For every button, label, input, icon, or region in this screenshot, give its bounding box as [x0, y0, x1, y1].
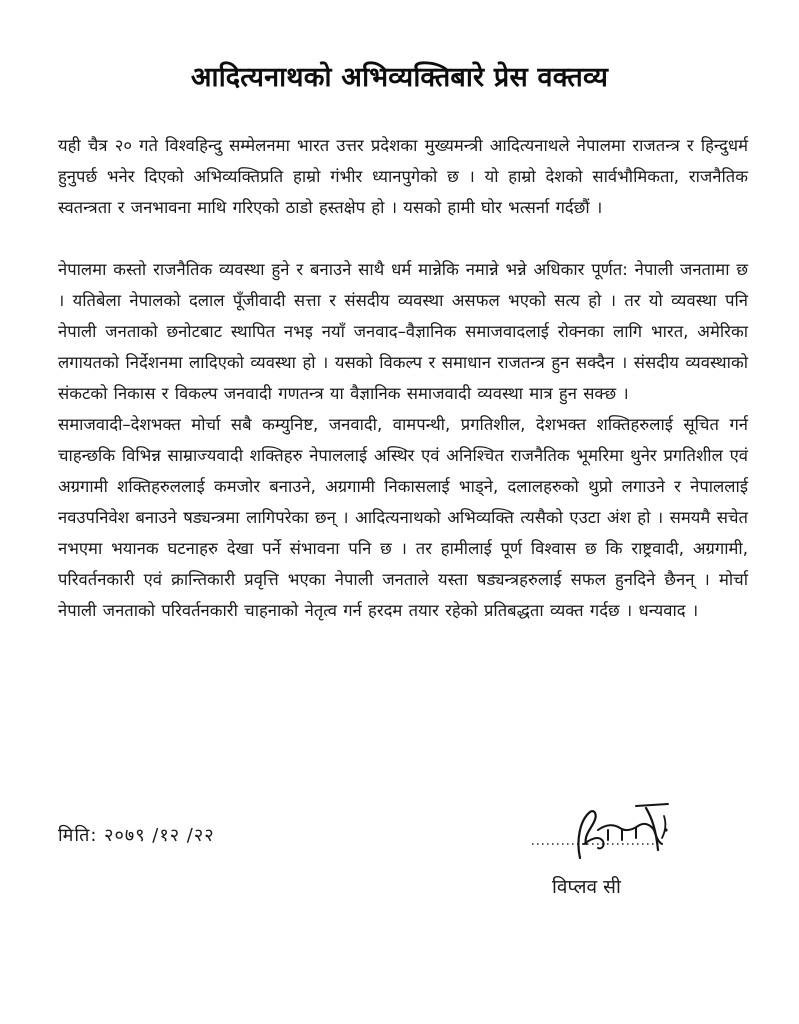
statement-date: मिति: २०७९ /१२ /२२ [58, 825, 215, 846]
signer-name: विप्लव सी [552, 876, 621, 898]
handwritten-signature [528, 800, 728, 880]
statement-body [58, 130, 748, 626]
paragraph-1: यही चैत्र २० गते विश्वहिन्दु सम्मेलनमा भारत उत्तर प्रदेशका मुख्यमन्त्री आदित्यनाथले नेपालमा राजतन्त्र र हिन्दुधर्म हुनुपर्छ भनेर दिएको अभिव्यक्तिप्रति हाम्रो गंभीर ध्यानपुगेको छ । यो हाम्रो देशको सार्वभौमिकता, राजनैतिक स्वतन्त्रता र जनभावना माथि गरिएको ठाडो हस्तक्षेप हो । यसको हामी घोर भत्सर्ना गर्दछौं । [58, 136, 749, 217]
paragraph-2: नेपालमा कस्तो राजनैतिक व्यवस्था हुने र बनाउने साथै धर्म मान्नेकि नमान्ने भन्ने अधिकार पूर्णत: नेपाली जनतामा छ । यतिबेला नेपालको दलाल पूँजीवादी सत्ता र संसदीय व्यवस्था असफल भएको सत्य हो । तर यो व्यवस्था पनि नेपाली जनताको छनोटबाट स्थापित नभइ नयाँ जनवाद–वैज्ञानिक समाजवादलाई रोक्नका लागि भारत, अमेरिका लगायतको निर्देशनमा लादिएको व्यवस्था हो । यसको विकल्प र समाधान राजतन्त्र हुन सक्दैन । संसदीय व्यवस्थाको संकटको निकास र विकल्प जनवादी गणतन्त्र या वैज्ञानिक समाजवादी व्यवस्था मात्र हुन सक्छ । [58, 260, 748, 403]
document-title: आदित्यनाथको अभिव्यक्तिबारे प्रेस वक्तव्य [190, 62, 609, 93]
paragraph-3: समाजवादी–देशभक्त मोर्चा सबै कम्युनिष्ट, जनवादी, वामपन्थी, प्रगतिशील, देशभक्त शक्तिहरुलाई सूचित गर्न चाहन्छकि विभिन्न साम्राज्यवादी शक्तिहरु नेपाललाई अस्थिर एवं अनिश्चित राजनैतिक भूमरिमा थुनेर प्रगतिशील एवं अग्रगामी शक्तिहरुललाई कमजोर बनाउने, अग्रगामी निकासलाई भाड्ने, दलालहरुको थुप्रो लगाउने र नेपाललाई नवउपनिवेश बनाउने षड्यन्त्रमा लागिपरेका छन् । आदित्यनाथको अभिव्यक्ति त्यसैको एउटा अंश हो । समयमै सचेत नभएमा भयानक घटनाहरु देखा पर्ने संभावना पनि छ । तर हामीलाई पूर्ण विश्वास छ कि राष्ट्रवादी, अग्रगामी, परिवर्तनकारी एवं क्रान्तिकारी प्रवृत्ति भएका नेपाली जनताले यस्ता षड्यन्त्रहरुलाई सफल हुनदिने छैनन् । मोर्चा नेपाली जनताको परिवर्तनकारी चाहनाको नेतृत्व गर्न हरदम तयार रहेको प्रतिबद्धता व्यक्त गर्दछ । धन्यवाद । [58, 415, 748, 620]
signature-block [528, 800, 728, 910]
